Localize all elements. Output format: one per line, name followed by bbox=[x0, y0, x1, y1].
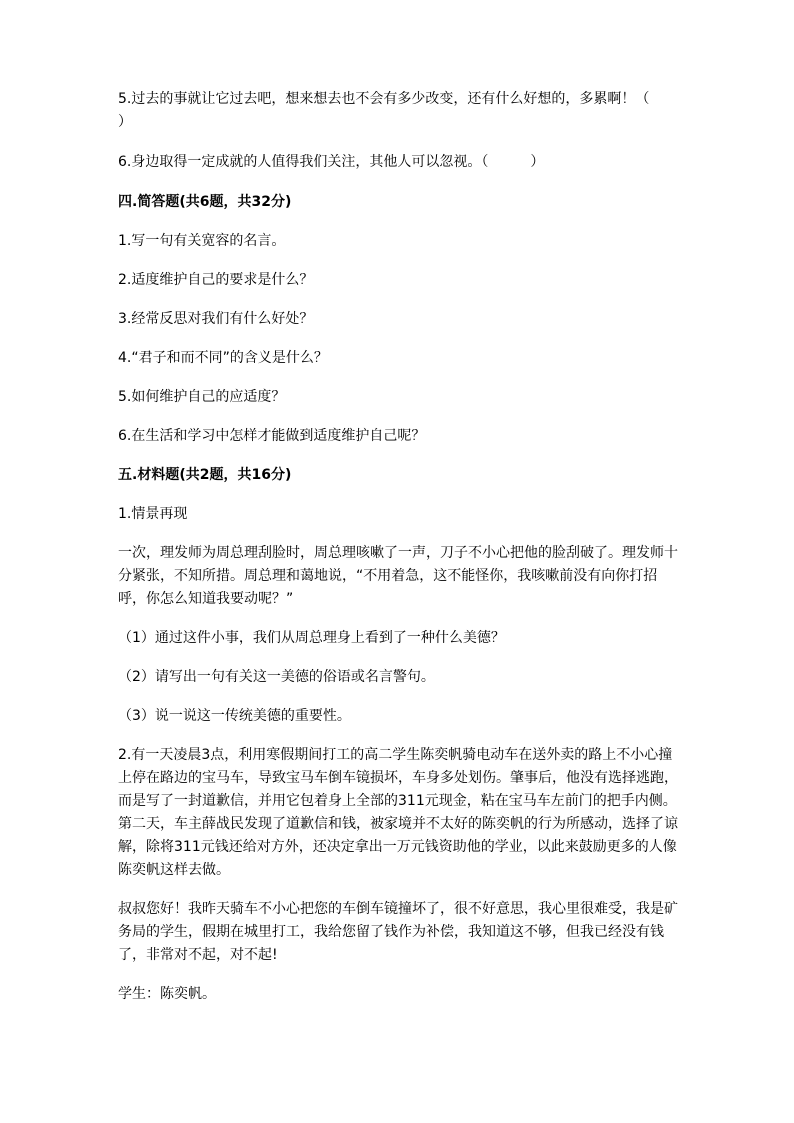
material-2-signature: 学生：陈奕帆。 bbox=[118, 986, 216, 1002]
material-1-subquestion-3: （3）说一说这一传统美德的重要性。 bbox=[118, 708, 351, 724]
short-answer-question-1: 1.写一句有关宽容的名言。 bbox=[118, 233, 286, 249]
material-question-1-title: 1.情景再现 bbox=[118, 506, 188, 522]
material-1-passage: 一次，理发师为周总理刮脸时，周总理咳嗽了一声，刀子不小心把他的脸刮破了。理发师十分紧张，不知所措。周总理和蔼地说，“不用着急，这不能怪你，我咳嗽前没有向你打招呼，你怎么知道我要动呢？” bbox=[118, 545, 678, 607]
judgement-item-6: 6.身边取得一定成就的人值得我们关注，其他人可以忽视。（ ） bbox=[118, 154, 545, 170]
material-2-letter: 叔叔您好！我昨天骑车不小心把您的车倒车镜撞坏了，很不好意思，我心里很难受，我是矿务局的学生，假期在城里打工，我给您留了钱作为补偿，我知道这不够，但我已经没有钱了，非常对不起，对不起! bbox=[118, 901, 678, 963]
short-answer-question-3: 3.经常反思对我们有什么好处？ bbox=[118, 311, 314, 327]
short-answer-question-2: 2.适度维护自己的要求是什么？ bbox=[118, 272, 314, 288]
short-answer-question-6: 6.在生活和学习中怎样才能做到适度维护自己呢？ bbox=[118, 428, 426, 444]
section-5-heading: 五.材料题(共2题，共16分) bbox=[118, 467, 292, 483]
section-4-heading: 四.简答题(共6题，共32分) bbox=[118, 194, 292, 210]
material-1-subquestion-1: （1）通过这件小事，我们从周总理身上看到了一种什么美德？ bbox=[118, 630, 505, 646]
exam-page bbox=[118, 88, 692, 1006]
short-answer-question-5: 5.如何维护自己的应适度？ bbox=[118, 389, 286, 405]
material-2-passage: 2.有一天凌晨3点，利用寒假期间打工的高二学生陈奕帆骑电动车在送外卖的路上不小心撞上停在路边的宝马车，导致宝马车倒车镜损坏，车身多处划伤。肇事后，他没有选择逃跑，而是写了一封道歉信，并用它包着身上全部的311元现金，粘在宝马车左前门的把手内侧。第二天，车主薛战民发现了道歉信和钱，被家境并不太好的陈奕帆的行为所感动，选择了谅解，除将311元钱还给对方外，还决定拿出一万元钱资助他的学业，以此来鼓励更多的人像陈奕帆这样去做。 bbox=[118, 747, 678, 878]
material-1-subquestion-2: （2）请写出一句有关这一美德的俗语或名言警句。 bbox=[118, 669, 435, 685]
judgement-item-5: 5.过去的事就让它过去吧，想来想去也不会有多少改变，还有什么好想的，多累啊！（ ） bbox=[118, 91, 692, 130]
short-answer-question-4: 4.“君子和而不同”的含义是什么？ bbox=[118, 350, 328, 366]
